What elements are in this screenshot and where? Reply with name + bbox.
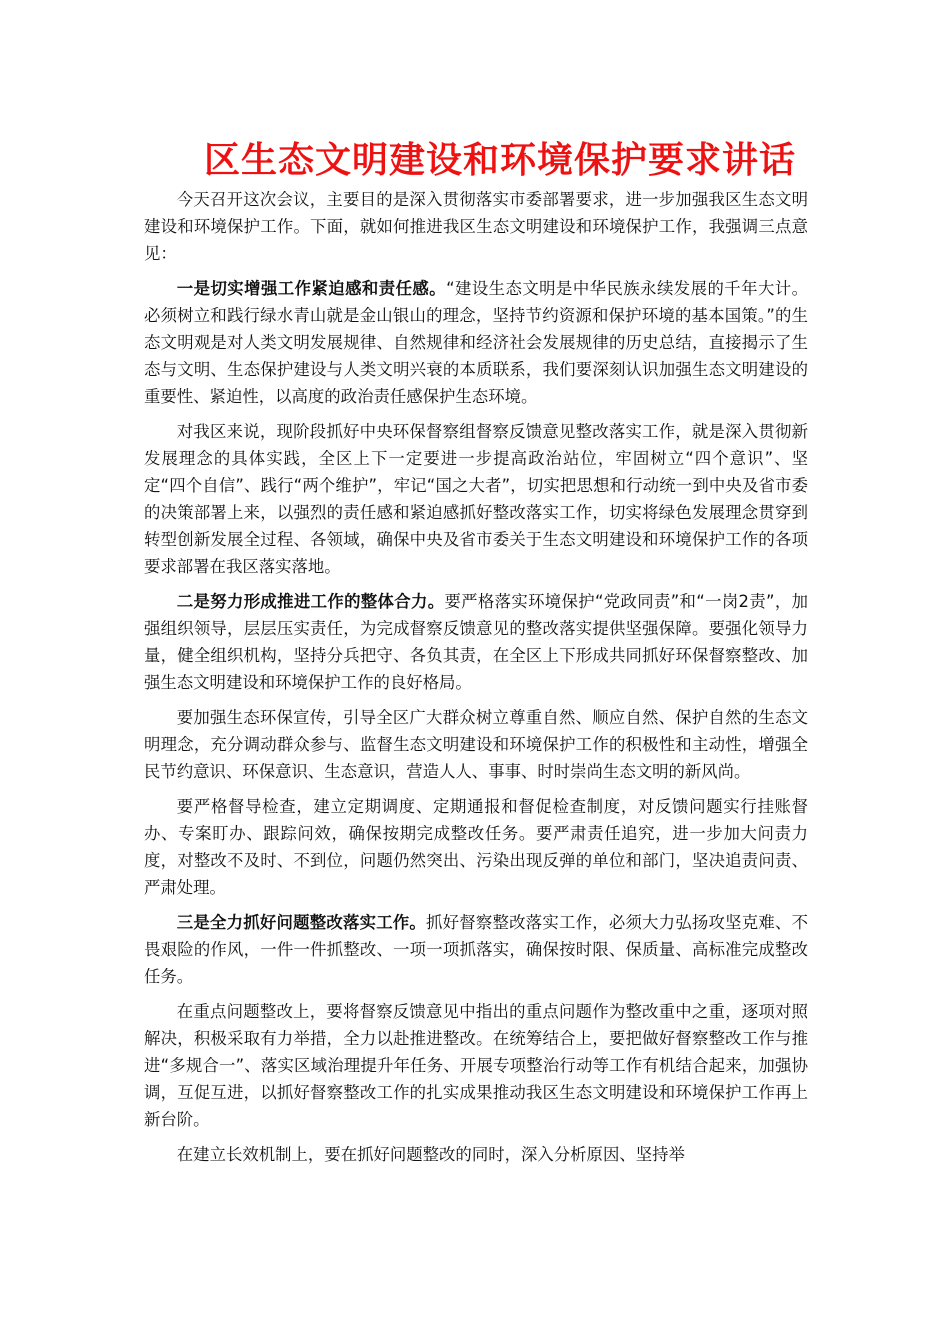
paragraph-text: 在建立长效机制上，要在抓好问题整改的同时，深入分析原因、坚持举 xyxy=(176,1145,685,1164)
document-body xyxy=(144,186,808,1176)
paragraph-lead: 三是全力抓好问题整改落实工作。 xyxy=(176,913,427,932)
paragraph-text: 要严格督导检查，建立定期调度、定期通报和督促检查制度，对反馈问题实行挂账督办、专案盯办、跟踪问效，确保按期完成整改任务。要严肃责任追究，进一步加大问责力度，对整改不及时、不到位，问题仍然突出、污染出现反弹的单位和部门，坚决追责问责、严肃处理。 xyxy=(144,797,808,897)
paragraph-intro xyxy=(144,186,808,267)
paragraph-text: 在重点问题整改上，要将督察反馈意见中指出的重点问题作为整改重中之重，逐项对照解决，积极采取有力举措，全力以赴推进整改。在统筹结合上，要把做好督察整改工作与推进“多规合一”、落实区域治理提升年任务、开展专项整治行动等工作有机结合起来，加强协调，互促互进，以抓好督察整改工作的扎实成果推动我区生态文明建设和环境保护工作再上新台阶。 xyxy=(144,1002,808,1129)
paragraph-text: 对我区来说，现阶段抓好中央环保督察组督察反馈意见整改落实工作，就是深入贯彻新发展理念的具体实践，全区上下一定要进一步提高政治站位，牢固树立“四个意识”、坚定“四个自信”、践行“两个维护”，牢记“国之大者”，切实把思想和行动统一到中央及省市委的决策部署上来，以强烈的责任感和紧迫感抓好整改落实工作，切实将绿色发展理念贯穿到转型创新发展全过程、各领域，确保中央及省市委关于生态文明建设和环境保护工作的各项要求部署在我区落实落地。 xyxy=(144,422,808,576)
paragraph-inspection xyxy=(144,793,808,901)
paragraph-point-one xyxy=(144,275,808,410)
paragraph-publicity xyxy=(144,704,808,785)
document-title: 区生态文明建设和环境保护要求讲话 xyxy=(203,139,796,181)
paragraph-key-issues xyxy=(144,998,808,1133)
paragraph-text: 要严格落实环境保护“党政同责”和“一岗2责”，加强组织领导，层层压实责任，为完成督察反馈意见的整改落实提供坚强保障。要强化领导力量，健全组织机构，坚持分兵把守、各负其责，在全区上下形成共同抓好环保督察整改、加强生态文明建设和环境保护工作的良好格局。 xyxy=(144,592,808,692)
paragraph-point-two xyxy=(144,588,808,696)
paragraph-text: 今天召开这次会议，主要目的是深入贯彻落实市委部署要求，进一步加强我区生态文明建设和环境保护工作。下面，就如何推进我区生态文明建设和环境保护工作，我强调三点意见： xyxy=(144,190,808,263)
paragraph-text: “建设生态文明是中华民族永续发展的千年大计。必须树立和践行绿水青山就是金山银山的理念，坚持节约资源和保护环境的基本国策。”的生态文明观是对人类文明发展规律、自然规律和经济社会发展规律的历史总结，直接揭示了生态与文明、生态保护建设与人类文明兴衰的本质联系，我们要深刻认识加强生态文明建设的重要性、紧迫性，以高度的政治责任感保护生态环境。 xyxy=(144,279,808,406)
paragraph-text: 抓好督察整改落实工作，必须大力弘扬攻坚克难、不畏艰险的作风，一件一件抓整改、一项一项抓落实，确保按时限、保质量、高标准完成整改任务。 xyxy=(144,913,809,986)
paragraph-point-one-detail xyxy=(144,418,808,580)
paragraph-text: 要加强生态环保宣传，引导全区广大群众树立尊重自然、顺应自然、保护自然的生态文明理念，充分调动群众参与、监督生态文明建设和环境保护工作的积极性和主动性，增强全民节约意识、环保意识、生态意识，营造人人、事事、时时崇尚生态文明的新风尚。 xyxy=(144,708,808,781)
paragraph-lead: 二是努力形成推进工作的整体合力。 xyxy=(176,592,445,611)
paragraph-long-term xyxy=(144,1141,808,1168)
paragraph-lead: 一是切实增强工作紧迫感和责任感。 xyxy=(176,279,447,298)
paragraph-point-three xyxy=(144,909,808,990)
